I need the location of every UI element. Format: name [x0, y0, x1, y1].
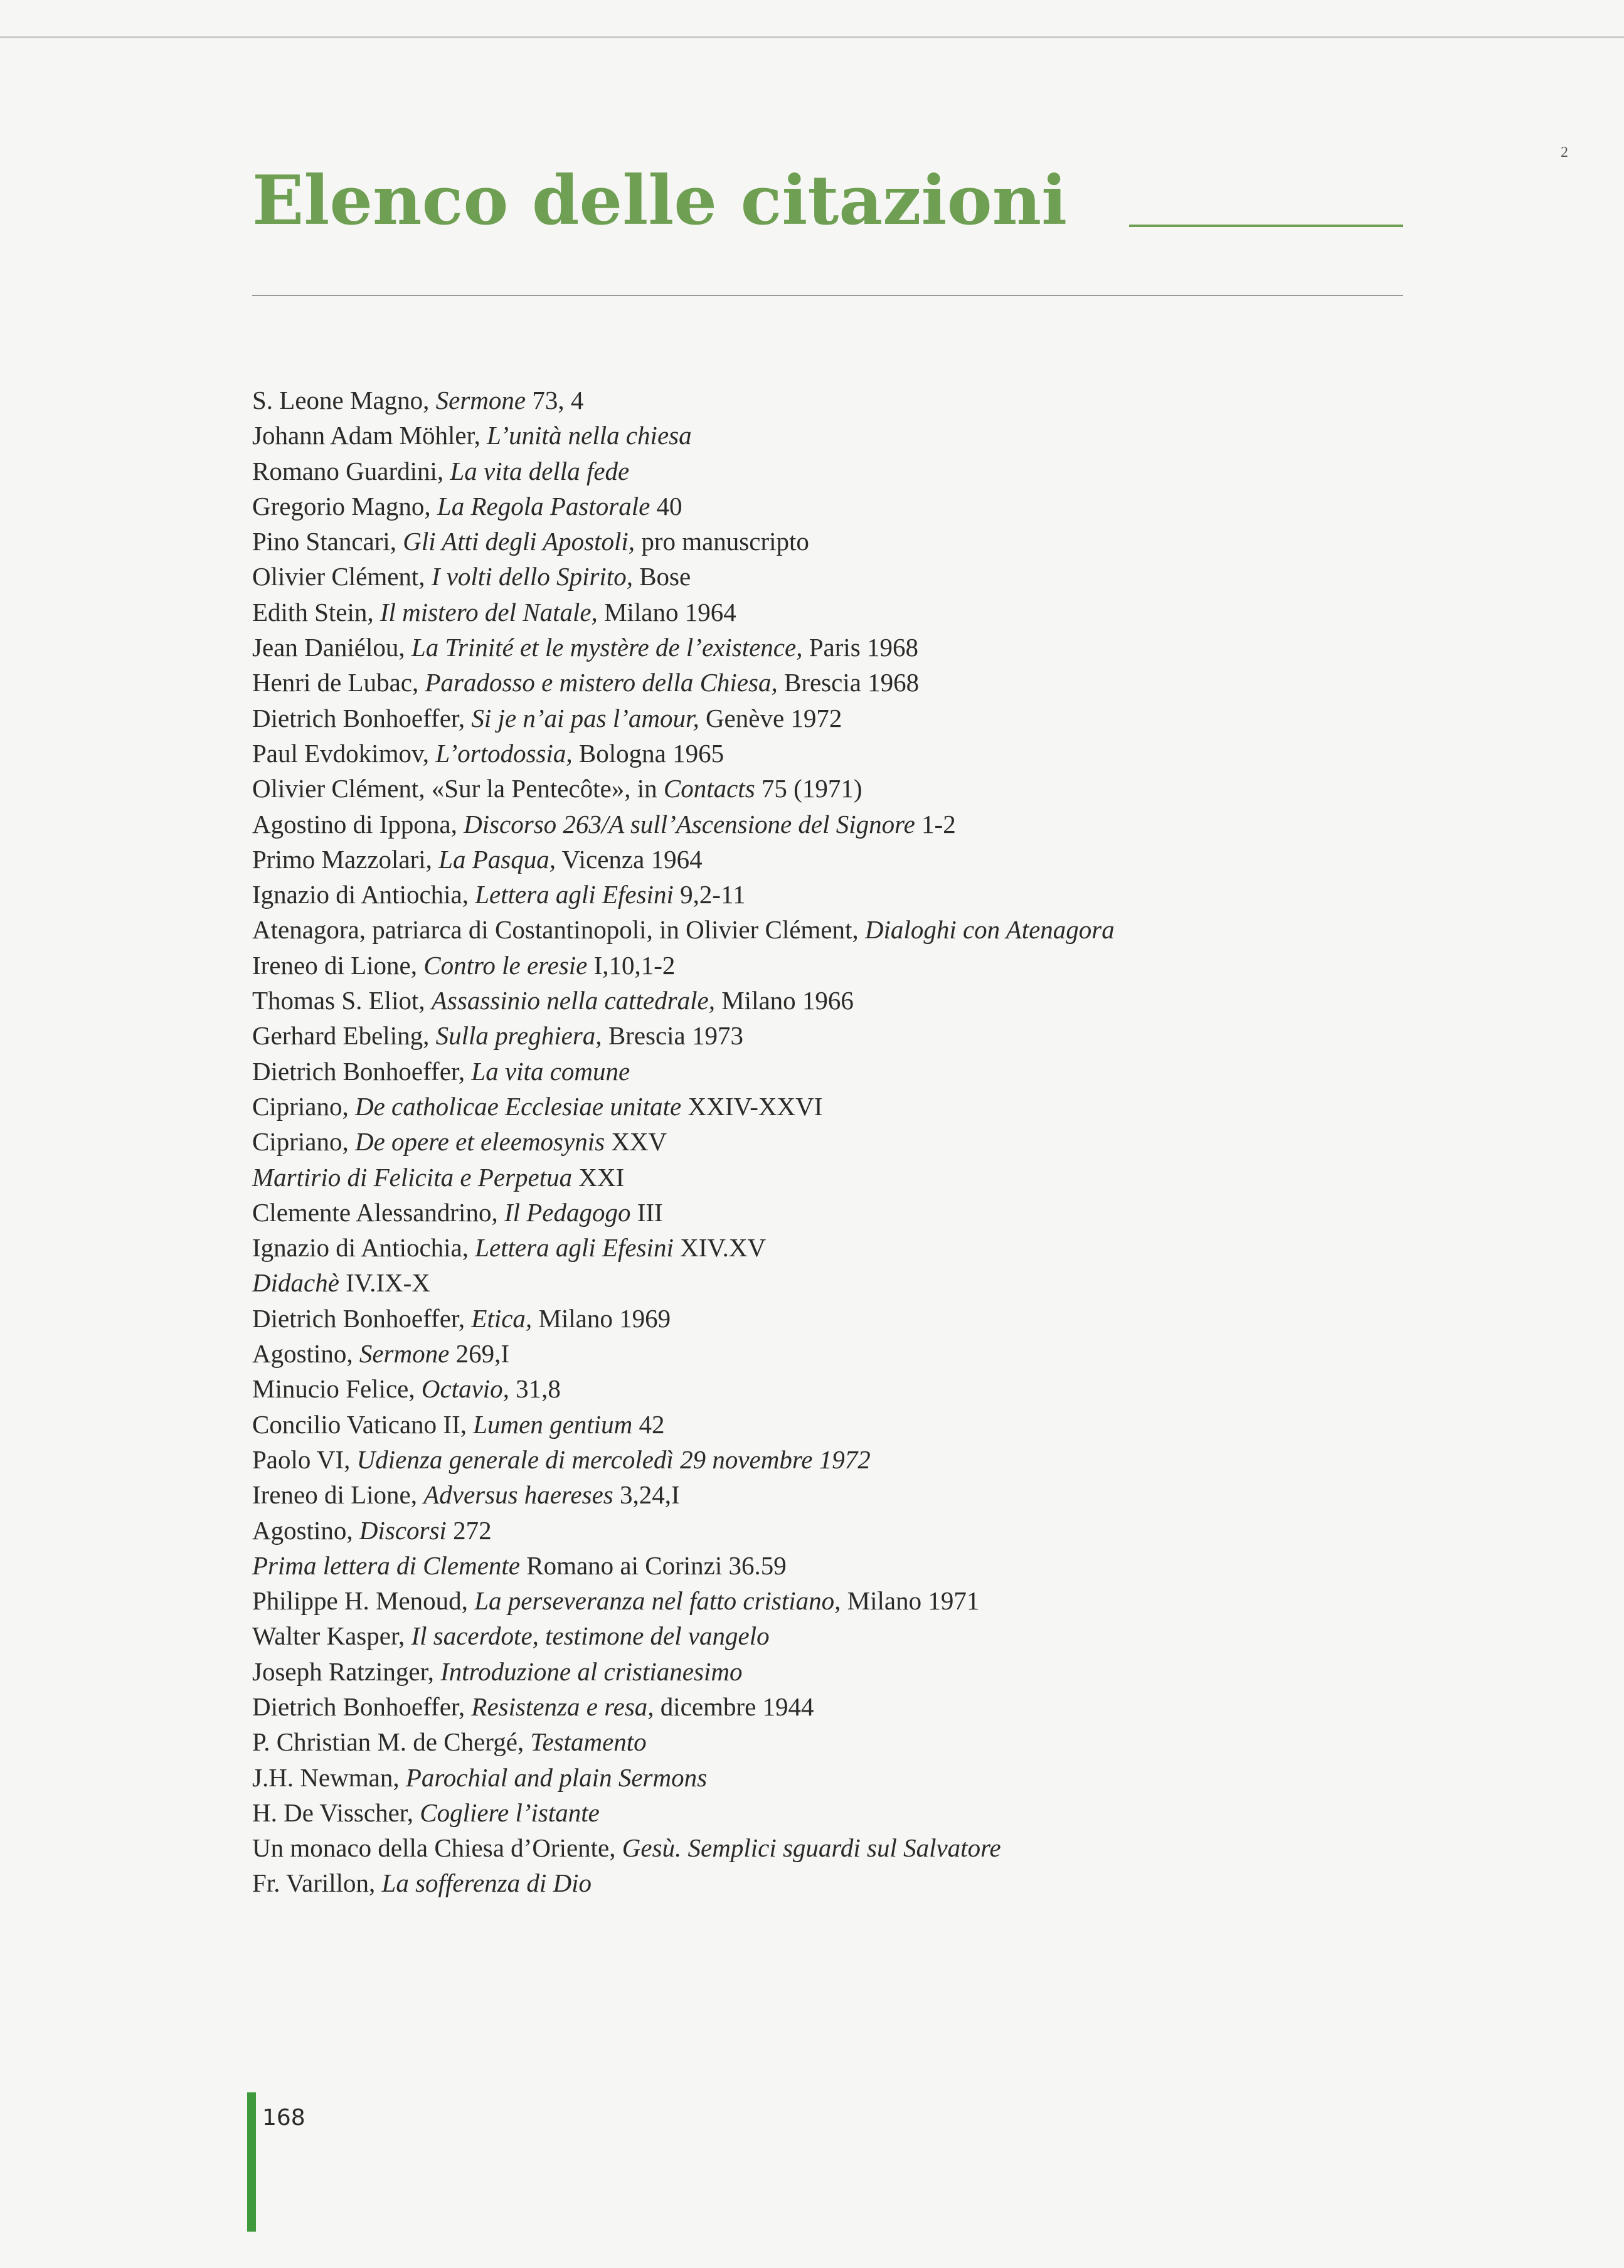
citation-text: H. De Visscher,	[252, 1798, 420, 1827]
citation-text: Fr. Varillon,	[252, 1868, 382, 1898]
citation-text: Brescia 1973	[602, 1021, 744, 1051]
citation-work-title: Didachè	[252, 1268, 339, 1298]
citation-text: Vicenza 1964	[555, 844, 703, 874]
citation-text: Jean Daniélou,	[252, 633, 411, 662]
citation-item	[252, 877, 1115, 912]
citation-item	[252, 912, 1115, 947]
page-title: Elenco delle citazioni	[252, 161, 1068, 240]
citation-text: Ireneo di Lione,	[252, 950, 424, 980]
citation-item	[252, 1513, 1115, 1548]
citation-text: Bose	[632, 562, 691, 591]
citation-work-title: Sermone	[359, 1339, 450, 1369]
citation-work-title: L’unità nella chiesa	[487, 421, 692, 450]
citation-work-title: Resistenza e resa,	[471, 1692, 654, 1721]
citation-text: Milano 1964	[597, 597, 736, 627]
citation-item	[252, 1230, 1115, 1265]
citation-item	[252, 1795, 1115, 1830]
citation-item	[252, 665, 1115, 700]
citation-text: Primo Mazzolari,	[252, 844, 439, 874]
citation-text: Olivier Clément, «Sur la Pentecôte», in	[252, 774, 664, 803]
citation-text: 40	[650, 491, 682, 521]
citation-item	[252, 1618, 1115, 1653]
citation-text: Atenagora, patriarca di Costantinopoli, in Olivier Clément,	[252, 915, 865, 945]
citation-text: 1-2	[915, 809, 956, 839]
citation-item	[252, 383, 1115, 418]
citation-text: IV.IX-X	[339, 1268, 430, 1298]
citation-text: XIV.XV	[673, 1233, 767, 1263]
citation-item	[252, 1689, 1115, 1724]
citation-text: 9,2-11	[673, 880, 746, 909]
citation-item	[252, 1160, 1115, 1195]
citation-work-title: La vita comune	[471, 1056, 630, 1086]
citation-text: 272	[446, 1515, 492, 1545]
citation-item	[252, 736, 1115, 771]
citation-work-title: Contro le eresie	[423, 950, 588, 980]
citation-text: Bologna 1965	[572, 738, 724, 768]
citation-text: Agostino,	[252, 1515, 359, 1545]
citation-text: 73, 4	[526, 386, 584, 415]
page-number: 168	[262, 2105, 305, 2131]
citation-text: 42	[632, 1409, 665, 1439]
citation-work-title: La Trinité et le mystère de l’existence,	[411, 633, 803, 662]
citation-item	[252, 1583, 1115, 1618]
citation-item	[252, 701, 1115, 736]
citation-text: Philippe H. Menoud,	[252, 1586, 475, 1616]
citation-work-title: Sulla preghiera,	[435, 1021, 602, 1051]
citation-item	[252, 418, 1115, 453]
title-underline	[1129, 225, 1403, 227]
citation-text: Genève 1972	[699, 703, 842, 733]
citation-item	[252, 983, 1115, 1018]
citation-text: P. Christian M. de Chergé,	[252, 1727, 531, 1757]
citation-text: Dietrich Bonhoeffer,	[252, 1056, 472, 1086]
citation-work-title: Lettera agli Efesini	[475, 1233, 674, 1263]
citation-item	[252, 1265, 1115, 1300]
citation-text: Ignazio di Antiochia,	[252, 1233, 475, 1263]
citation-text: 3,24,I	[613, 1480, 680, 1510]
citation-work-title: Adversus haereses	[423, 1480, 613, 1510]
citation-text: Gregorio Magno,	[252, 491, 437, 521]
citation-text: Cipriano,	[252, 1091, 355, 1121]
citation-item	[252, 1195, 1115, 1230]
citation-work-title: La perseveranza nel fatto cristiano,	[474, 1586, 841, 1616]
citation-work-title: Octavio,	[421, 1374, 509, 1404]
citation-text: S. Leone Magno,	[252, 386, 436, 415]
citation-item	[252, 842, 1115, 877]
citation-text: 31,8	[509, 1374, 561, 1404]
citation-text: Minucio Felice,	[252, 1374, 422, 1404]
citation-work-title: Gesù. Semplici sguardi sul Salvatore	[622, 1833, 1001, 1863]
citation-item	[252, 524, 1115, 559]
citation-work-title: Gli Atti degli Apostoli,	[403, 527, 635, 556]
citation-text: Ignazio di Antiochia,	[252, 880, 475, 909]
citation-item	[252, 1371, 1115, 1406]
citation-text: 269,I	[449, 1339, 509, 1369]
citation-text: Ireneo di Lione,	[252, 1480, 424, 1510]
citation-item	[252, 1336, 1115, 1371]
citation-item	[252, 489, 1115, 524]
citation-item	[252, 630, 1115, 665]
citation-item	[252, 559, 1115, 594]
citation-item	[252, 948, 1115, 983]
citation-text: Joseph Ratzinger,	[252, 1656, 441, 1686]
citation-work-title: Discorsi	[359, 1515, 447, 1545]
citation-work-title: Martirio di Felicita e Perpetua	[252, 1162, 573, 1192]
citation-text: pro manuscripto	[635, 527, 809, 556]
citation-text: Pino Stancari,	[252, 527, 403, 556]
citation-text: Milano 1969	[532, 1303, 671, 1333]
citation-text: XXI	[572, 1162, 625, 1192]
citation-text: Un monaco della Chiesa d’Oriente,	[252, 1833, 622, 1863]
citation-work-title: Dialoghi con Atenagora	[864, 915, 1115, 945]
citation-work-title: Contacts	[663, 774, 755, 803]
citation-work-title: Prima lettera di Clemente	[252, 1550, 520, 1580]
citation-work-title: L’ortodossia,	[435, 738, 573, 768]
citation-work-title: Cogliere l’istante	[420, 1798, 600, 1827]
citation-work-title: Sermone	[435, 386, 526, 415]
citation-text: Milano 1966	[714, 986, 854, 1015]
citation-work-title: La Regola Pastorale	[437, 491, 650, 521]
citation-text: Henri de Lubac,	[252, 668, 425, 697]
citation-text: III	[630, 1197, 663, 1227]
citation-work-title: I volti dello Spirito,	[431, 562, 633, 591]
citation-item	[252, 1054, 1115, 1089]
citation-work-title: La sofferenza di Dio	[381, 1868, 592, 1898]
citation-text: Dietrich Bonhoeffer,	[252, 1692, 472, 1721]
citation-work-title: Etica,	[471, 1303, 533, 1333]
citation-work-title: Si je n’ai pas l’amour,	[471, 703, 699, 733]
citation-work-title: De catholicae Ecclesiae unitate	[354, 1091, 682, 1121]
citation-item	[252, 1301, 1115, 1336]
citation-text: Dietrich Bonhoeffer,	[252, 703, 472, 733]
citation-work-title: Assassinio nella cattedrale,	[431, 986, 715, 1015]
citation-item	[252, 1830, 1115, 1865]
citation-text: Agostino,	[252, 1339, 359, 1369]
citation-item	[252, 1548, 1115, 1583]
citation-text: Dietrich Bonhoeffer,	[252, 1303, 472, 1333]
citation-text: 75 (1971)	[755, 774, 862, 803]
citation-text: Cipriano,	[252, 1127, 355, 1157]
citation-item	[252, 453, 1115, 489]
citation-work-title: Lumen gentium	[473, 1409, 633, 1439]
citation-text: Johann Adam Möhler,	[252, 421, 487, 450]
citation-text: Walter Kasper,	[252, 1621, 411, 1651]
citation-text: Romano Guardini,	[252, 456, 450, 485]
citation-text: J.H. Newman,	[252, 1762, 406, 1792]
citation-text: XXIV-XXVI	[681, 1091, 823, 1121]
citation-item	[252, 1654, 1115, 1689]
citation-work-title: Il sacerdote, testimone del vangelo	[411, 1621, 770, 1651]
citation-text: Edith Stein,	[252, 597, 380, 627]
citation-text: Gerhard Ebeling,	[252, 1021, 436, 1051]
citation-text: I,10,1-2	[587, 950, 676, 980]
citation-item	[252, 1124, 1115, 1159]
citation-work-title: Parochial and plain Sermons	[405, 1762, 708, 1792]
citation-item	[252, 1442, 1115, 1477]
citation-work-title: Introduzione al cristianesimo	[440, 1656, 743, 1686]
title-divider	[252, 295, 1403, 296]
citation-text: dicembre 1944	[654, 1692, 814, 1721]
citation-item	[252, 807, 1115, 842]
footer-accent-bar	[247, 2092, 256, 2232]
citation-text: Agostino di Ippona,	[252, 809, 464, 839]
citation-item	[252, 1865, 1115, 1900]
citation-text: Olivier Clément,	[252, 562, 432, 591]
citation-work-title: Lettera agli Efesini	[475, 880, 674, 909]
citation-list	[252, 383, 1115, 1901]
citation-text: Romano ai Corinzi 36.59	[520, 1550, 787, 1580]
citation-text: Clemente Alessandrino,	[252, 1197, 504, 1227]
citation-work-title: Il mistero del Natale,	[379, 597, 598, 627]
citation-text: XXV	[605, 1127, 667, 1157]
citation-text: Brescia 1968	[777, 668, 920, 697]
citation-work-title: Udienza generale di mercoledì 29 novembre 1972	[356, 1444, 871, 1474]
citation-item	[252, 771, 1115, 806]
citation-text: Paolo VI,	[252, 1444, 357, 1474]
citation-item	[252, 1724, 1115, 1759]
citation-work-title: De opere et eleemosynis	[354, 1127, 605, 1157]
citation-item	[252, 1477, 1115, 1512]
citation-text: Thomas S. Eliot,	[252, 986, 432, 1015]
citation-work-title: Discorso 263/A sull’Ascensione del Signore	[464, 809, 915, 839]
citation-item	[252, 595, 1115, 630]
citation-item	[252, 1760, 1115, 1795]
citation-item	[252, 1018, 1115, 1053]
citation-work-title: Testamento	[530, 1727, 647, 1757]
citation-work-title: Paradosso e mistero della Chiesa,	[425, 668, 778, 697]
citation-work-title: La Pasqua,	[438, 844, 556, 874]
citation-item	[252, 1089, 1115, 1124]
citation-text: Paris 1968	[802, 633, 918, 662]
corner-page-number: 2	[1561, 144, 1568, 161]
citation-item	[252, 1407, 1115, 1442]
citation-text: Paul Evdokimov,	[252, 738, 436, 768]
top-edge-rule	[0, 36, 1624, 38]
citation-work-title: Il Pedagogo	[504, 1197, 631, 1227]
citation-work-title: La vita della fede	[450, 456, 630, 485]
citation-text: Concilio Vaticano II,	[252, 1409, 474, 1439]
citation-text: Milano 1971	[841, 1586, 980, 1616]
